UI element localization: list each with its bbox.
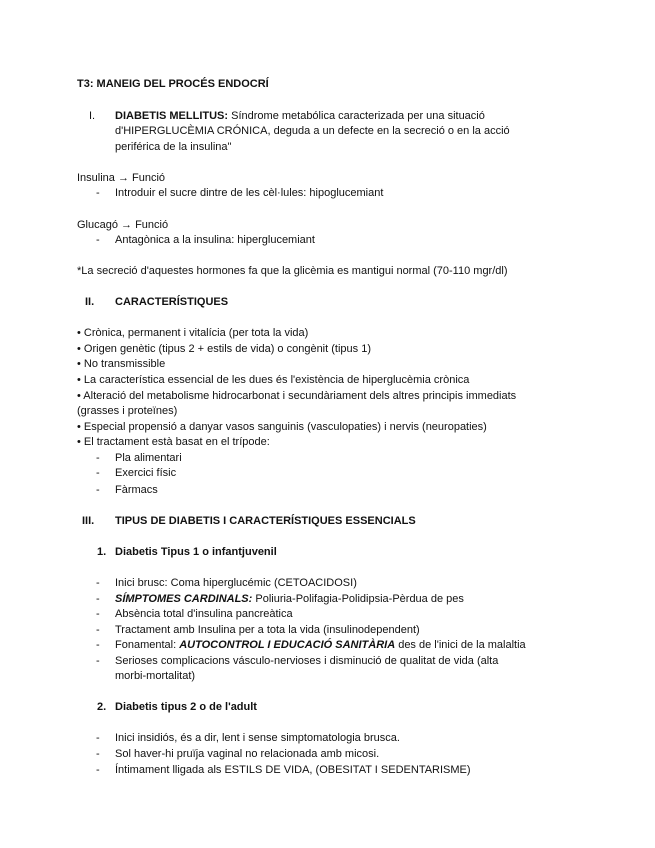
type-1-item: Inici brusc: Coma hiperglucémic (CETOACIDOSI)	[115, 577, 357, 589]
insulina-item: Introduir el sucre dintre de les cèl·lules: hipoglucemiant	[115, 187, 384, 199]
dash-marker: -	[96, 593, 100, 605]
dash-marker: -	[96, 577, 100, 589]
section-2-number: II.	[85, 296, 95, 308]
tripode-item: Pla alimentari	[115, 452, 182, 464]
glucago-label: Glucagó → Funció	[77, 219, 169, 231]
type-1-item: Absència total d'insulina pancreàtica	[115, 608, 293, 620]
fonamental-prefix: Fonamental:	[115, 639, 180, 651]
type-2-number: 2.	[97, 701, 107, 713]
list-item: (grasses i proteïnes)	[77, 405, 178, 417]
type-2-item: Inici insidiós, és a dir, lent i sense simptomatologia brusca.	[115, 732, 400, 744]
section-1-number: I.	[89, 110, 96, 122]
dash-marker: -	[96, 732, 100, 744]
type-2-item: Sol haver-hi pruïja vaginal no relacionada amb micosi.	[115, 748, 380, 760]
type-2-heading: Diabetis tipus 2 o de l'adult	[115, 701, 257, 713]
section-1-text: Síndrome metabólica caracterizada per una situació	[228, 110, 485, 122]
list-item: • Crònica, permanent i vitalícia (per tota la vida)	[77, 327, 309, 339]
list-item: • Alteració del metabolisme hidrocarbonat i secundàriament dels altres principis immediats	[77, 390, 517, 402]
section-1-line-2: d'HIPERGLUCÈMIA CRÓNICA, deguda a un defecte en la secreció o en la acció	[115, 125, 510, 137]
glucago-item: Antagònica a la insulina: hiperglucemiant	[115, 234, 315, 246]
type-1-item-continued: morbi-mortalitat)	[115, 670, 196, 682]
tripode-item: Fàrmacs	[115, 484, 158, 496]
autocontrol-emphasis: AUTOCONTROL I EDUCACIÓ SANITÀRIA	[179, 639, 396, 651]
type-1-item: Tractament amb Insulina per a tota la vida (insulinodependent)	[115, 624, 420, 636]
page-title: T3: MANEIG DEL PROCÉS ENDOCRÍ	[77, 78, 269, 90]
type-1-number: 1.	[97, 546, 107, 558]
dash-marker: -	[96, 467, 100, 479]
section-1-heading: DIABETIS MELLITUS:	[115, 110, 229, 122]
fonamental-suffix: des de l'inici de la malaltia	[395, 639, 526, 651]
insulina-label: Insulina → Funció	[77, 172, 166, 184]
type-1-item	[115, 592, 464, 606]
dash-marker: -	[96, 484, 100, 496]
cardinal-symptoms-label: SÍMPTOMES CARDINALS:	[115, 593, 253, 605]
type-1-heading: Diabetis Tipus 1 o infantjuvenil	[115, 546, 277, 558]
list-item: • No transmissible	[77, 358, 166, 370]
dash-marker: -	[96, 187, 100, 199]
section-1-line-3: periférica de la insulina"	[115, 141, 232, 153]
dash-marker: -	[96, 234, 100, 246]
type-1-item	[115, 638, 526, 652]
list-item: • El tractament està basat en el trípode:	[77, 436, 270, 448]
dash-marker: -	[96, 639, 100, 651]
dash-marker: -	[96, 655, 100, 667]
list-item: • Origen genètic (tipus 2 + estils de vida) o congènit (tipus 1)	[77, 343, 371, 355]
list-item: • La característica essencial de les dues és l'existència de hiperglucèmia crònica	[77, 374, 470, 386]
dash-marker: -	[96, 624, 100, 636]
section-2-heading: CARACTERÍSTIQUES	[115, 296, 229, 308]
note: *La secreció d'aquestes hormones fa que la glicèmia es mantigui normal (70-110 mgr/dl)	[77, 265, 508, 277]
dash-marker: -	[96, 748, 100, 760]
list-item: • Especial propensió a danyar vasos sanguinis (vasculopaties) i nervis (neuropaties)	[77, 421, 487, 433]
dash-marker: -	[96, 764, 100, 776]
dash-marker: -	[96, 452, 100, 464]
section-1-line-1	[115, 109, 485, 123]
type-1-item: Serioses complicacions vásculo-nervioses i disminució de qualitat de vida (alta	[115, 655, 499, 667]
section-3-heading: TIPUS DE DIABETIS I CARACTERÍSTIQUES ESSENCIALS	[115, 515, 416, 527]
cardinal-symptoms-text: Poliuria-Polifagia-Polidipsia-Pèrdua de pes	[252, 593, 464, 605]
tripode-item: Exercici físic	[115, 467, 177, 479]
type-2-item: Íntimament lligada als ESTILS DE VIDA, (OBESITAT I SEDENTARISME)	[115, 764, 471, 776]
section-3-number: III.	[82, 515, 95, 527]
dash-marker: -	[96, 608, 100, 620]
